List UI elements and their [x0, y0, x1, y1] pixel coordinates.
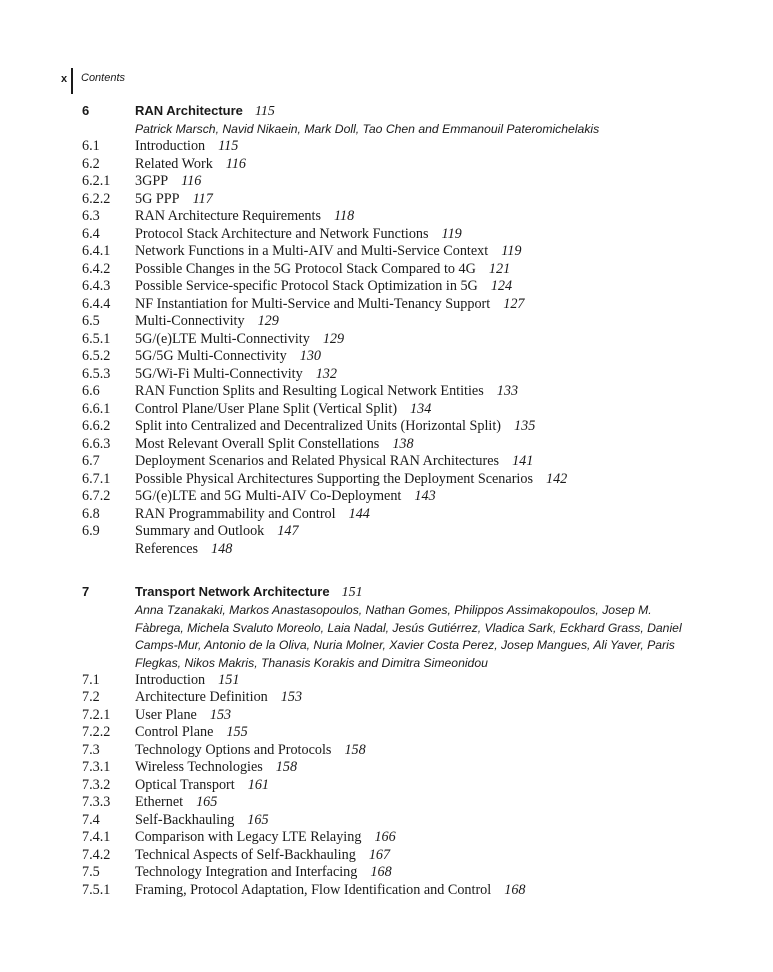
section-title-text: 5G/(e)LTE Multi-Connectivity: [135, 330, 310, 347]
section-title-text: Self-Backhauling: [135, 811, 235, 828]
section-title-text: Split into Centralized and Decentralized Units (Horizontal Split): [135, 418, 502, 434]
section-title-text: Optical Transport: [135, 776, 235, 793]
section-page-number: 138: [392, 435, 414, 452]
section-title: [135, 829, 396, 847]
section-title: [135, 401, 431, 419]
section-number: 6.7.2: [82, 488, 111, 504]
section-number: 7.2: [82, 689, 100, 705]
section-title: [135, 777, 269, 795]
section-title: [135, 191, 213, 209]
section-page-number: 117: [192, 190, 213, 207]
section-title: [135, 243, 521, 261]
section-number: 6.4: [82, 225, 100, 242]
section-title: [135, 436, 414, 454]
section-page-number: 115: [218, 138, 239, 154]
section-page-number: 116: [225, 155, 247, 172]
chapter-authors: Patrick Marsch, Navid Nikaein, Mark Doll, Tao Chen and Emmanouil Pateromichelakis: [135, 122, 600, 136]
section-number: 7.3.3: [82, 794, 111, 810]
section-title-text: Architecture Definition: [135, 689, 268, 705]
section-number: 7.1: [82, 671, 100, 688]
section-page-number: 133: [496, 383, 519, 399]
section-title-text: Protocol Stack Architecture and Network Functions: [135, 225, 429, 242]
section-page-number: 130: [299, 348, 322, 364]
section-number: 6.6.3: [82, 435, 111, 452]
section-page-number: 134: [410, 400, 432, 417]
section-title: [135, 313, 279, 331]
section-title-text: Most Relevant Overall Split Constellations: [135, 435, 380, 452]
section-page-number: 165: [247, 811, 269, 828]
section-title-text: RAN Programmability and Control: [135, 505, 336, 522]
section-number: 6.3: [82, 208, 100, 224]
section-page-number: 148: [211, 540, 233, 557]
running-head-title: Contents: [81, 72, 126, 84]
section-title: [135, 173, 201, 191]
section-number: 7.4.1: [82, 829, 111, 845]
section-title-text: Network Functions in a Multi-AIV and Multi-Service Context: [135, 243, 489, 259]
section-page-number: 118: [333, 208, 355, 224]
section-page-number: 119: [501, 243, 522, 259]
section-title: [135, 707, 231, 725]
page-number: x: [61, 73, 68, 85]
section-number: 6.9: [82, 523, 100, 539]
section-title-text: RAN Architecture Requirements: [135, 208, 321, 224]
section-page-number: 143: [414, 488, 436, 504]
chapter-title-text: RAN Architecture: [135, 103, 243, 118]
section-title-text: Technology Options and Protocols: [135, 741, 332, 758]
section-title: [135, 208, 354, 226]
section-title-text: Comparison with Legacy LTE Relaying: [135, 829, 362, 845]
section-number: 7.5.1: [82, 881, 111, 898]
section-page-number: 167: [368, 846, 391, 863]
section-number: 6.4.3: [82, 278, 111, 294]
section-title-text: NF Instantiation for Multi-Service and Multi-Tenancy Support: [135, 295, 491, 312]
section-title: [135, 523, 299, 541]
section-title-text: Technical Aspects of Self-Backhauling: [135, 846, 356, 863]
section-number: 6.2: [82, 155, 100, 172]
section-title: [135, 278, 512, 296]
section-page-number: 155: [226, 724, 248, 740]
section-title: [135, 864, 392, 882]
section-title-text: Control Plane/User Plane Split (Vertical Split): [135, 400, 398, 417]
section-title: [135, 383, 518, 401]
section-title-text: Introduction: [135, 671, 206, 688]
section-page-number: 168: [504, 881, 526, 898]
section-title: [135, 847, 390, 865]
section-title: [135, 331, 344, 349]
section-number: 6.4.4: [82, 295, 111, 312]
chapter-title: [135, 584, 363, 601]
section-title-text: References: [135, 540, 199, 557]
section-title: [135, 882, 526, 900]
section-number: 7.3.1: [82, 759, 111, 775]
section-title: [135, 226, 462, 244]
section-title: [135, 812, 269, 830]
chapter-title: [135, 103, 275, 120]
section-title-text: Deployment Scenarios and Related Physical RAN Architectures: [135, 453, 500, 469]
section-title-text: RAN Function Splits and Resulting Logical Network Entities: [135, 383, 484, 399]
section-title-text: Control Plane: [135, 724, 214, 740]
section-page-number: 127: [503, 295, 525, 312]
section-title: [135, 471, 567, 489]
section-page-number: 132: [315, 365, 337, 382]
section-title-text: 5G/(e)LTE and 5G Multi-AIV Co-Deployment: [135, 488, 402, 504]
section-number: 6.6: [82, 383, 100, 399]
section-page-number: 144: [348, 505, 370, 522]
section-title-text: Framing, Protocol Adaptation, Flow Identification and Control: [135, 881, 492, 898]
section-page-number: 129: [257, 313, 279, 329]
section-page-number: 161: [247, 776, 269, 793]
section-title: [135, 541, 232, 559]
section-page-number: 129: [322, 330, 345, 347]
section-title: [135, 366, 337, 384]
section-number: 6.6.2: [82, 418, 111, 434]
chapter-page-number: 115: [254, 104, 275, 119]
section-number: 7.2.1: [82, 706, 111, 723]
section-page-number: 153: [280, 689, 303, 705]
section-page-number: 135: [514, 418, 536, 434]
section-title-text: 5G/5G Multi-Connectivity: [135, 348, 287, 364]
section-number: 6.2.2: [82, 190, 111, 207]
chapter-number: 6: [82, 103, 90, 118]
section-page-number: 153: [209, 706, 232, 723]
section-page-number: 165: [196, 794, 218, 810]
section-page-number: 158: [344, 741, 366, 758]
section-number: 6.2.1: [82, 173, 111, 189]
section-title: [135, 261, 510, 279]
section-title: [135, 794, 217, 812]
section-title: [135, 506, 370, 524]
section-page-number: 116: [181, 173, 202, 189]
chapter-number: 7: [82, 584, 90, 599]
section-title-text: Possible Physical Architectures Supporting the Deployment Scenarios: [135, 470, 533, 487]
section-title: [135, 156, 246, 174]
section-number: 6.5.1: [82, 330, 111, 347]
section-number: 7.4: [82, 811, 100, 828]
section-number: 7.3: [82, 741, 100, 758]
section-number: 6.4.2: [82, 260, 111, 277]
section-title-text: Summary and Outlook: [135, 523, 265, 539]
chapter-authors: Anna Tzanakaki, Markos Anastasopoulos, Nathan Gomes, Philippos Assimakopoulos, Josep M. Fàbrega, Michela Svaluto Moreolo, Laia Nadal, Jesús Gutiérrez, Vladica Sark, Eckhard Grass, Daniel Camps-Mur, Antonio de la Oliva, Nuria Molner, Xavier Costa Perez, Josep Mangues, Ali Yaver, Paris Flegkas, Nikos Makris, Thanasis Korakis and Dimitra Simeonidou: [135, 603, 682, 670]
section-title-text: Multi-Connectivity: [135, 313, 245, 329]
header-divider: [71, 68, 73, 94]
section-title-text: Related Work: [135, 155, 213, 172]
section-title: [135, 689, 302, 707]
section-title-text: Technology Integration and Interfacing: [135, 864, 358, 880]
section-page-number: 142: [545, 470, 568, 487]
section-number: 6.5.2: [82, 348, 111, 364]
section-title: [135, 488, 436, 506]
section-number: 6.1: [82, 138, 100, 154]
section-page-number: 121: [488, 260, 511, 277]
section-number: 7.5: [82, 864, 100, 880]
section-number: 6.5.3: [82, 365, 111, 382]
section-page-number: 119: [441, 225, 462, 242]
section-title-text: 5G PPP: [135, 190, 180, 207]
section-title: [135, 138, 238, 156]
section-number: 7.3.2: [82, 776, 111, 793]
section-title: [135, 742, 366, 760]
section-page-number: 124: [490, 278, 513, 294]
section-number: 6.7.1: [82, 470, 111, 487]
chapter-page-number: 151: [341, 585, 363, 600]
section-page-number: 168: [370, 864, 392, 880]
section-title-text: User Plane: [135, 706, 197, 723]
section-title: [135, 453, 533, 471]
section-title-text: Possible Service-specific Protocol Stack Optimization in 5G: [135, 278, 478, 294]
section-number: 6.5: [82, 313, 100, 329]
section-title: [135, 724, 248, 742]
section-title: [135, 296, 525, 314]
chapter-title-text: Transport Network Architecture: [135, 584, 330, 599]
section-page-number: 151: [218, 671, 240, 688]
section-title: [135, 672, 239, 690]
section-number: 7.2.2: [82, 724, 111, 740]
section-title-text: 3GPP: [135, 173, 169, 189]
section-title-text: 5G/Wi-Fi Multi-Connectivity: [135, 365, 303, 382]
section-page-number: 166: [374, 829, 396, 845]
section-title: [135, 348, 321, 366]
section-title-text: Possible Changes in the 5G Protocol Stack Compared to 4G: [135, 260, 476, 277]
section-title-text: Ethernet: [135, 794, 184, 810]
section-title: [135, 759, 297, 777]
section-page-number: 147: [277, 523, 299, 539]
section-number: 6.6.1: [82, 400, 111, 417]
section-number: 7.4.2: [82, 846, 111, 863]
section-number: 6.8: [82, 505, 100, 522]
section-page-number: 141: [512, 453, 534, 469]
section-title-text: Introduction: [135, 138, 206, 154]
section-number: 6.7: [82, 453, 100, 469]
section-page-number: 158: [275, 759, 298, 775]
section-title-text: Wireless Technologies: [135, 759, 263, 775]
section-title: [135, 418, 535, 436]
section-number: 6.4.1: [82, 243, 111, 259]
